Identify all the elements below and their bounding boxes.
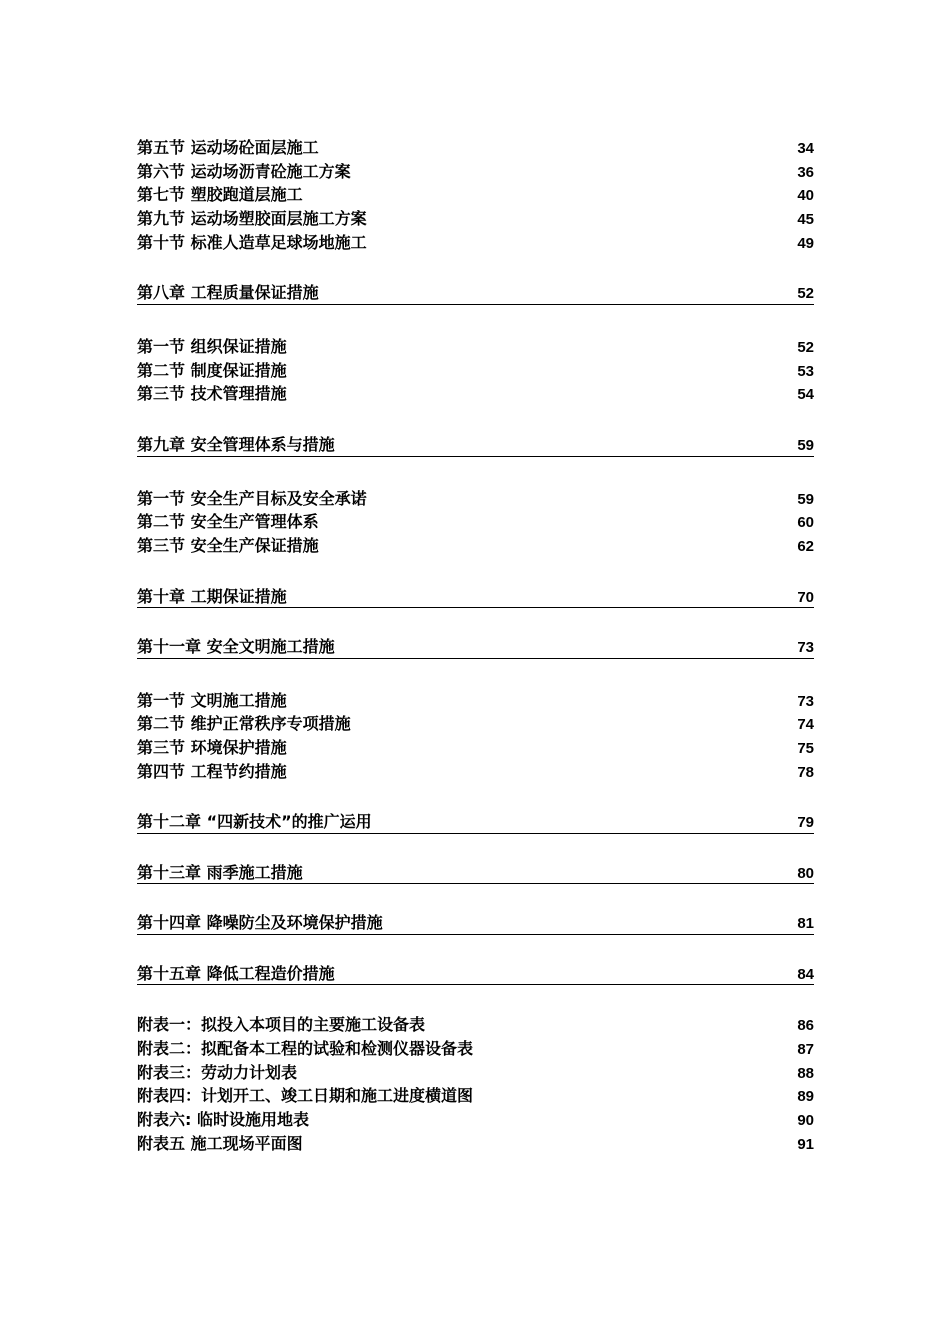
toc-section-entry[interactable] xyxy=(137,760,814,784)
toc-section-entry[interactable] xyxy=(137,382,814,406)
toc-entry-title: 第五节 运动场砼面层施工 xyxy=(137,138,319,157)
toc-entry-title: 第七节 塑胶跑道层施工 xyxy=(137,185,303,205)
toc-entry-title: 附表二：拟配备本工程的试验和检测仪器设备表 xyxy=(137,1039,474,1058)
toc-entry-title: 第六节 运动场沥青砼施工方案 xyxy=(137,161,351,181)
toc-page-number: 49 xyxy=(797,234,814,252)
toc-page-number: 52 xyxy=(797,338,814,356)
toc-page-number: 90 xyxy=(797,1112,814,1130)
toc-section-entry[interactable] xyxy=(137,136,814,160)
toc-page-number: 79 xyxy=(797,814,814,832)
toc-page-number: 45 xyxy=(797,211,814,229)
toc-entry-title: 第二节 制度保证措施 xyxy=(137,360,287,380)
toc-page-number: 80 xyxy=(797,864,814,882)
toc-section-entry[interactable] xyxy=(137,1084,814,1108)
table-of-contents xyxy=(137,136,814,1155)
toc-page-number: 70 xyxy=(797,588,814,606)
toc-section-entry[interactable] xyxy=(137,736,814,760)
toc-entry-title: 附表六: 临时设施用地表 xyxy=(137,1110,309,1130)
toc-section-entry[interactable] xyxy=(137,231,814,255)
toc-page-number: 73 xyxy=(797,692,814,710)
toc-chapter-entry[interactable] xyxy=(137,282,814,305)
toc-section-entry[interactable] xyxy=(137,510,814,534)
toc-entry-title: 第二节 维护正常秩序专项措施 xyxy=(137,714,351,734)
toc-entry-title: 第三节 技术管理措施 xyxy=(137,384,287,404)
toc-section-entry[interactable] xyxy=(137,207,814,231)
toc-page-number: 59 xyxy=(797,490,814,508)
toc-entry-title: 第八章 工程质量保证措施 xyxy=(137,283,319,303)
toc-entry-title: 第四节 工程节约措施 xyxy=(137,761,287,781)
toc-page-number: 59 xyxy=(797,437,814,454)
toc-entry-title: 第九章 安全管理体系与措施 xyxy=(137,435,335,454)
toc-entry-title: 第一节 组织保证措施 xyxy=(137,336,287,356)
toc-page-number: 78 xyxy=(797,763,814,781)
toc-section-entry[interactable] xyxy=(137,335,814,359)
section-spacer xyxy=(137,884,814,912)
toc-entry-title: 第一节 文明施工措施 xyxy=(137,690,287,710)
toc-entry-title: 第十二章 “四新技术”的推广运用 xyxy=(137,812,372,832)
toc-entry-title: 第三节 环境保护措施 xyxy=(137,737,287,757)
toc-section-entry[interactable] xyxy=(137,183,814,207)
toc-section-entry[interactable] xyxy=(137,359,814,383)
toc-page-number: 84 xyxy=(797,965,814,983)
section-spacer xyxy=(137,783,814,811)
toc-page-number: 87 xyxy=(797,1041,814,1058)
section-spacer xyxy=(137,985,814,1013)
toc-chapter-entry[interactable] xyxy=(137,862,814,885)
toc-chapter-entry[interactable] xyxy=(137,811,814,834)
section-spacer xyxy=(137,834,814,862)
toc-page-number: 52 xyxy=(797,285,814,303)
toc-section-entry[interactable] xyxy=(137,160,814,184)
toc-section-entry[interactable] xyxy=(137,1037,814,1061)
toc-page-number: 91 xyxy=(797,1135,814,1153)
toc-entry-title: 附表四：计划开工、竣工日期和施工进度横道图 xyxy=(137,1086,474,1106)
toc-entry-title: 第二节 安全生产管理体系 xyxy=(137,512,319,532)
toc-page-number: 81 xyxy=(797,915,814,933)
toc-entry-title: 附表一：拟投入本项目的主要施工设备表 xyxy=(137,1015,426,1035)
toc-entry-title: 第十一章 安全文明施工措施 xyxy=(137,637,335,657)
toc-section-entry[interactable] xyxy=(137,689,814,713)
toc-page-number: 74 xyxy=(797,716,814,734)
toc-entry-title: 第十节 标准人造草足球场地施工 xyxy=(137,232,367,252)
toc-entry-title: 附表三：劳动力计划表 xyxy=(137,1062,298,1082)
toc-entry-title: 第三节 安全生产保证措施 xyxy=(137,535,319,555)
toc-page-number: 88 xyxy=(797,1064,814,1082)
toc-entry-title: 第十五章 降低工程造价措施 xyxy=(137,963,335,983)
toc-entry-title: 附表五 施工现场平面图 xyxy=(137,1133,303,1153)
toc-section-entry[interactable] xyxy=(137,1108,814,1132)
toc-entry-title: 第一节 安全生产目标及安全承诺 xyxy=(137,488,367,508)
toc-page-number: 34 xyxy=(797,140,814,157)
section-spacer xyxy=(137,558,814,586)
toc-entry-title: 第十章 工期保证措施 xyxy=(137,586,287,606)
toc-page-number: 36 xyxy=(797,163,814,181)
toc-chapter-entry[interactable] xyxy=(137,636,814,659)
toc-page-number: 53 xyxy=(797,362,814,380)
toc-chapter-entry[interactable] xyxy=(137,912,814,935)
toc-entry-title: 第十三章 雨季施工措施 xyxy=(137,862,303,882)
toc-entry-title: 第九节 运动场塑胶面层施工方案 xyxy=(137,209,367,229)
toc-section-entry[interactable] xyxy=(137,487,814,511)
toc-section-entry[interactable] xyxy=(137,1061,814,1085)
toc-page-number: 62 xyxy=(797,537,814,555)
toc-section-entry[interactable] xyxy=(137,1132,814,1156)
section-spacer xyxy=(137,254,814,282)
toc-page-number: 73 xyxy=(797,639,814,657)
toc-chapter-entry[interactable] xyxy=(137,586,814,609)
toc-page-number: 86 xyxy=(797,1017,814,1035)
chapter-spacer xyxy=(137,457,814,487)
chapter-spacer xyxy=(137,305,814,335)
toc-page-number: 40 xyxy=(797,187,814,205)
toc-chapter-entry[interactable] xyxy=(137,963,814,986)
toc-page-number: 54 xyxy=(797,386,814,404)
toc-section-entry[interactable] xyxy=(137,712,814,736)
toc-chapter-entry[interactable] xyxy=(137,434,814,457)
chapter-spacer xyxy=(137,659,814,689)
section-spacer xyxy=(137,608,814,636)
section-spacer xyxy=(137,406,814,434)
toc-page-number: 60 xyxy=(797,514,814,532)
toc-section-entry[interactable] xyxy=(137,1013,814,1037)
section-spacer xyxy=(137,935,814,963)
toc-page-number: 75 xyxy=(797,739,814,757)
toc-entry-title: 第十四章 降噪防尘及环境保护措施 xyxy=(137,913,383,933)
toc-section-entry[interactable] xyxy=(137,534,814,558)
toc-page-number: 89 xyxy=(797,1088,814,1106)
